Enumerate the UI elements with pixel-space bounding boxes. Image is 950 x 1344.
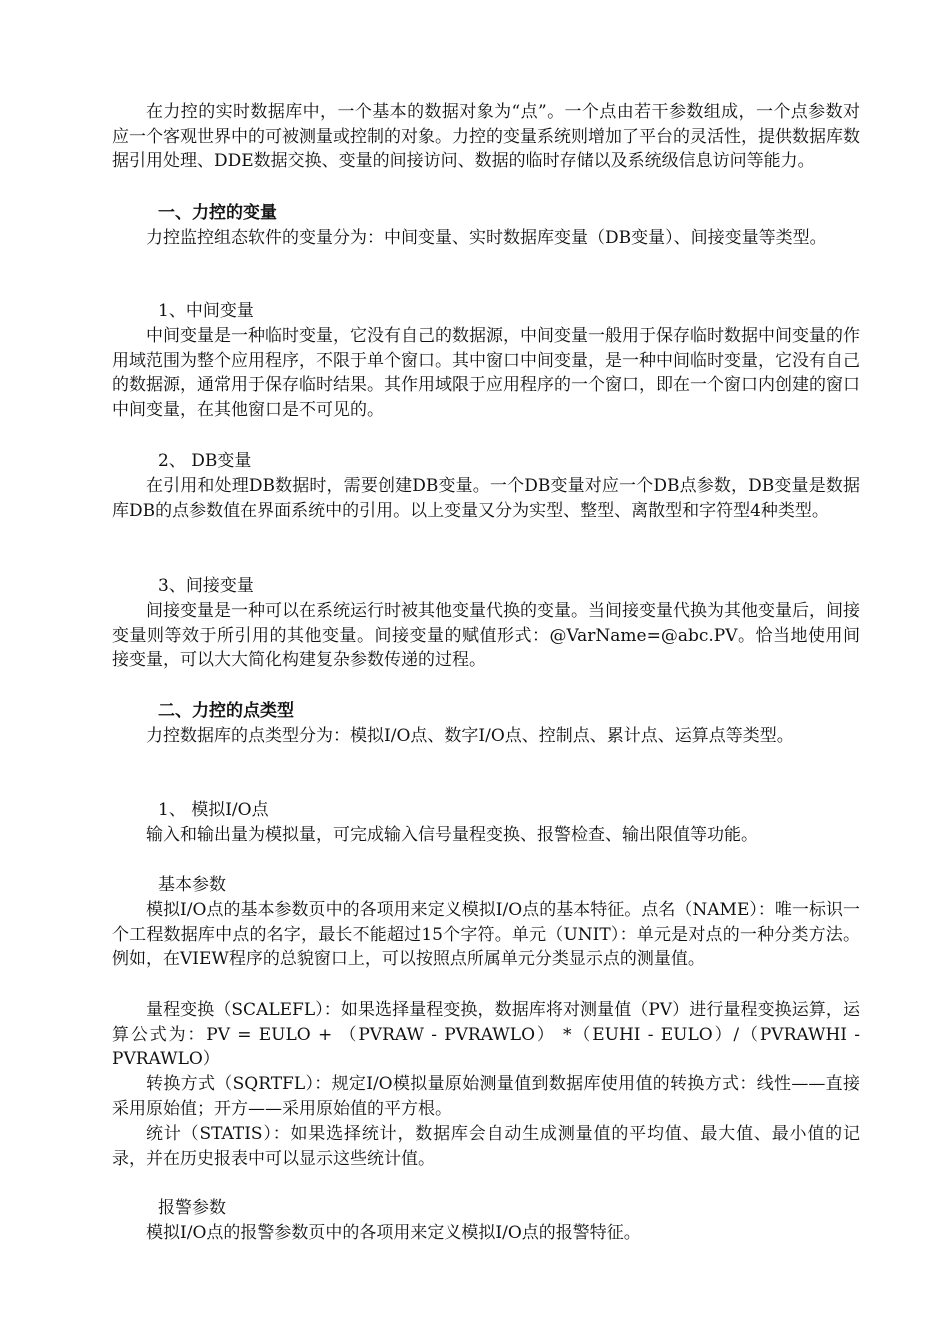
section2-heading: 二、力控的点类型	[158, 701, 294, 721]
intro-paragraph: 在力控的实时数据库中，一个基本的数据对象为“点”。一个点由若干参数组成，一个点参数对应一个客观世界中的可被测量或控制的对象。力控的变量系统则增加了平台的灵活性，提供数据库数据引用处理、DDE数据交换、变量的间接访问、数据的临时存储以及系统级信息访问等能力。	[112, 102, 860, 171]
basic-params-p1: 模拟I/O点的基本参数页中的各项用来定义模拟I/O点的基本特征。点名（NAME）：唯一标识一个工程数据库中点的名字，最长不能超过15个字符。单元（UNIT）：单元是对点的一种分类方法。例如，在VIEW程序的总貌窗口上，可以按照点所属单元分类显示点的测量值。	[112, 900, 860, 969]
section1-desc: 力控监控组态软件的变量分为：中间变量、实时数据库变量（DB变量）、间接变量等类型。	[146, 228, 827, 248]
item3-body: 间接变量是一种可以在系统运行时被其他变量代换的变量。当间接变量代换为其他变量后，间接变量则等效于所引用的其他变量。间接变量的赋值形式：@VarName=@abc.PV。恰当地使用间接变量，可以大大简化构建复杂参数传递的过程。	[112, 601, 860, 670]
basic-params-p3: 转换方式（SQRTFL）：规定I/O模拟量原始测量值到数据库使用值的转换方式：线性——直接采用原始值；开方——采用原始值的平方根。	[112, 1074, 860, 1119]
item2-body: 在引用和处理DB数据时，需要创建DB变量。一个DB变量对应一个DB点参数，DB变量是数据库DB的点参数值在界面系统中的引用。以上变量又分为实型、整型、离散型和字符型4种类型。	[112, 476, 860, 521]
alarm-params-p1: 模拟I/O点的报警参数页中的各项用来定义模拟I/O点的报警特征。	[146, 1223, 641, 1243]
item3-title: 3、间接变量	[158, 576, 254, 596]
basic-params-p2: 量程变换（SCALEFL）：如果选择量程变换，数据库将对测量值（PV）进行量程变换运算，运算公式为：PV = EULO + （PVRAW - PVRAWLO） *（EUHI - EULO）/（PVRAWHI - PVRAWLO）	[112, 1000, 860, 1069]
alarm-params-title: 报警参数	[158, 1198, 226, 1218]
basic-params-p4: 统计（STATIS）：如果选择统计，数据库会自动生成测量值的平均值、最大值、最小值的记录，并在历史报表中可以显示这些统计值。	[112, 1124, 860, 1169]
item1-title: 1、中间变量	[158, 301, 254, 321]
basic-params-title: 基本参数	[158, 875, 226, 895]
item1-body: 中间变量是一种临时变量，它没有自己的数据源，中间变量一般用于保存临时数据中间变量的作用域范围为整个应用程序，不限于单个窗口。其中窗口中间变量，是一种中间临时变量，它没有自己的数据源，通常用于保存临时结果。其作用域限于应用程序的一个窗口，即在一个窗口内创建的窗口中间变量，在其他窗口是不可见的。	[112, 326, 860, 420]
analog-io-title: 1、 模拟I/O点	[158, 800, 269, 820]
section1-heading: 一、力控的变量	[158, 203, 277, 223]
item2-title: 2、 DB变量	[158, 451, 252, 471]
section2-desc: 力控数据库的点类型分为：模拟I/O点、数字I/O点、控制点、累计点、运算点等类型。	[146, 726, 794, 746]
analog-io-body: 输入和输出量为模拟量，可完成输入信号量程变换、报警检查、输出限值等功能。	[146, 825, 758, 845]
